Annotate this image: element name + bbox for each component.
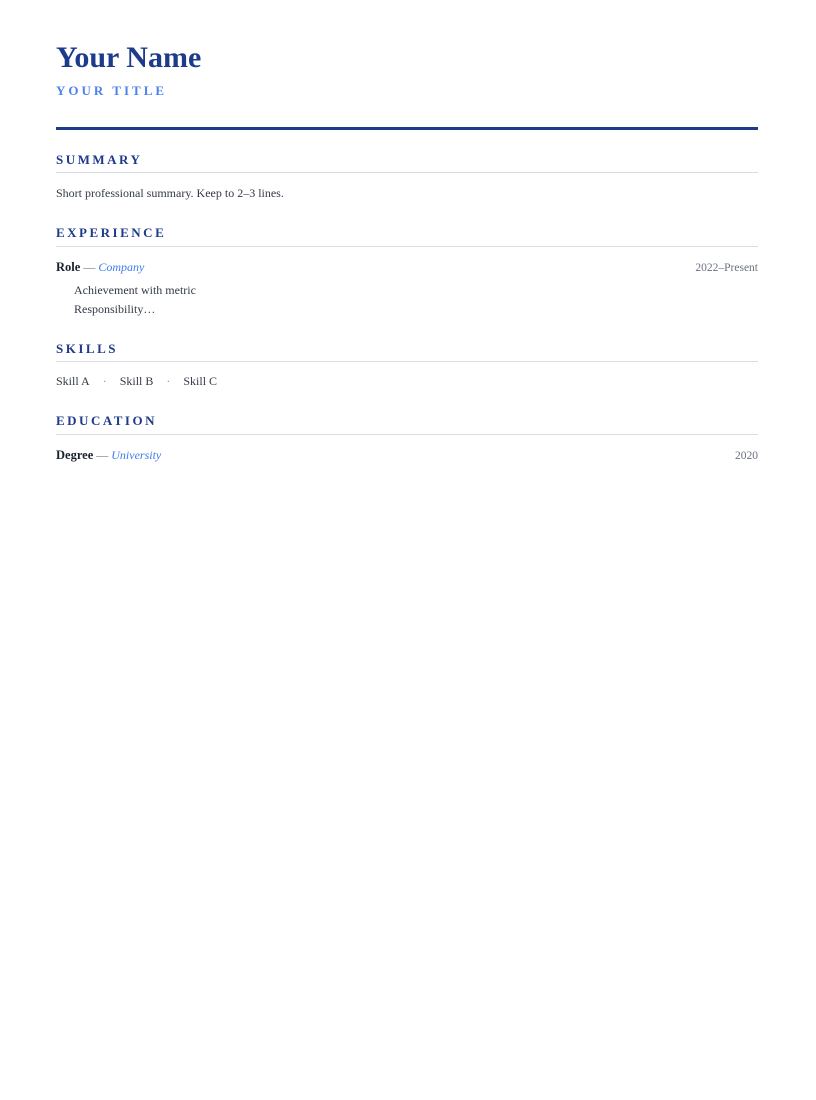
experience-dates: 2022–Present (695, 261, 758, 274)
skills-list (56, 374, 758, 389)
summary-text: Short professional summary. Keep to 2–3 lines. (56, 186, 284, 201)
section-education (56, 413, 758, 463)
section-skills (56, 341, 758, 390)
experience-entry-title (56, 260, 144, 275)
experience-entry-header (56, 260, 758, 275)
skill-item: Skill C (183, 374, 218, 389)
section-summary (56, 152, 758, 202)
university-link[interactable]: University (111, 447, 162, 462)
skill-separator: · (166, 374, 171, 389)
section-experience (56, 225, 758, 317)
company-link[interactable]: Company (98, 259, 145, 274)
job-title: YOUR TITLE (56, 83, 168, 98)
skill-separator: · (102, 374, 107, 389)
role-company-separator: — (83, 259, 96, 274)
education-entry-title (56, 448, 161, 463)
page-title: Your Name (56, 41, 202, 74)
skills-heading: SKILLS (56, 341, 758, 363)
experience-bullet: Achievement with metric (74, 282, 196, 297)
summary-heading: SUMMARY (56, 152, 758, 174)
experience-bullet: Responsibility… (74, 301, 156, 316)
role-name: Role (56, 259, 81, 274)
education-entry-header (56, 448, 758, 463)
degree-school-separator: — (96, 447, 109, 462)
experience-heading: EXPERIENCE (56, 225, 758, 247)
experience-bullets (56, 283, 758, 317)
education-heading: EDUCATION (56, 413, 758, 435)
education-year: 2020 (735, 449, 758, 462)
degree-name: Degree (56, 447, 94, 462)
skill-item: Skill B (119, 374, 154, 389)
header-divider (56, 127, 758, 130)
skill-item: Skill A (56, 374, 90, 389)
